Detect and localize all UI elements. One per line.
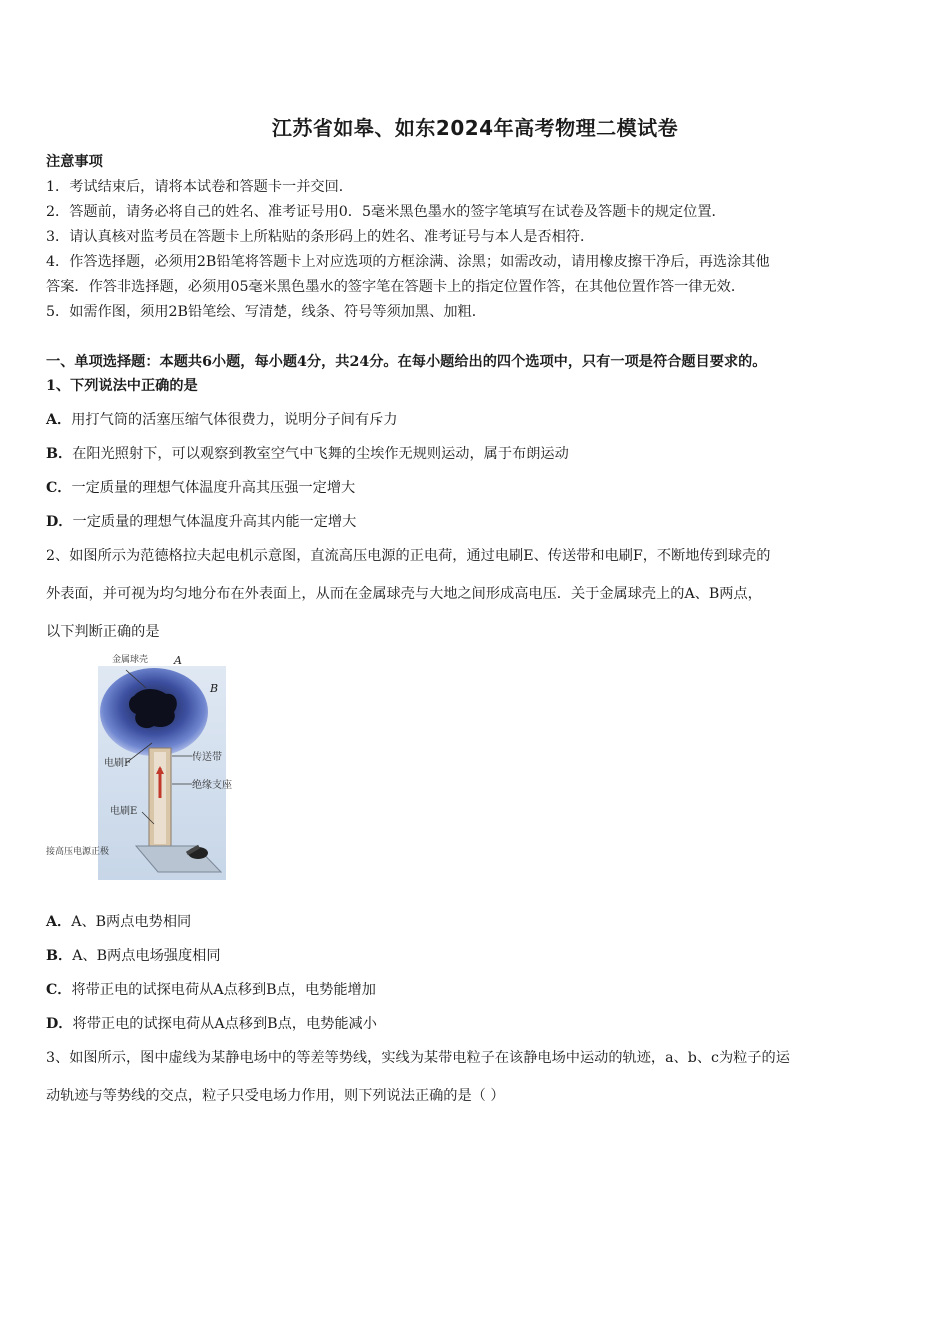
option-key: C． <box>46 982 72 998</box>
option-text: A、B两点电势相同 <box>71 914 192 930</box>
option-text: 一定质量的理想气体温度升高其内能一定增大 <box>72 514 357 530</box>
label-brush-f: 电刷F <box>104 758 131 769</box>
notice-item: 2．答题前，请务必将自己的姓名、准考证号用0．5毫米黑色墨水的签字笔填写在试卷及答题卡的规定位置． <box>46 204 726 220</box>
question-1-option-a <box>46 410 916 430</box>
label-brush-e: 电刷E <box>110 806 138 817</box>
question-3-stem-line: 3、如图所示，图中虚线为某静电场中的等差等势线，实线为某带电粒子在该静电场中运动的轨迹，a、b、c为粒子的运 <box>46 1050 790 1066</box>
option-key: A． <box>46 914 72 930</box>
option-text: A、B两点电场强度相同 <box>72 948 221 964</box>
question-2-stem-line: 以下判断正确的是 <box>46 624 160 640</box>
notice-item: 1．考试结束后，请将本试卷和答题卡一并交回． <box>46 179 353 195</box>
option-key: C． <box>46 480 72 496</box>
notice-item: 5．如需作图，须用2B铅笔绘、写清楚，线条、符号等须加黑、加粗． <box>46 304 486 320</box>
notice-item: 4．作答选择题，必须用2B铅笔将答题卡上对应选项的方框涂满、涂黑；如需改动，请用橡皮擦干净后，再选涂其他 <box>46 254 770 270</box>
notice-heading: 注意事项 <box>46 154 103 170</box>
option-key: D． <box>46 514 73 530</box>
section-heading: 一、单项选择题：本题共6小题，每小题4分，共24分。在每小题给出的四个选项中，只有一项是符合题目要求的。 <box>46 354 767 370</box>
question-2-option-a <box>46 912 916 932</box>
option-key: D． <box>46 1016 73 1032</box>
question-1-stem: 1、下列说法中正确的是 <box>46 378 198 394</box>
van-de-graaff-figure <box>46 648 236 880</box>
question-2-stem-line: 外表面，并可视为均匀地分布在外表面上，从而在金属球壳与大地之间形成高电压．关于金属球壳上的A、B两点， <box>46 586 762 602</box>
question-3-stem-line: 动轨迹与等势线的交点，粒子只受电场力作用，则下列说法正确的是（ ） <box>46 1088 505 1104</box>
notice-item: 3．请认真核对监考员在答题卡上所粘贴的条形码上的姓名、准考证号与本人是否相符． <box>46 229 595 245</box>
notice-item: 答案．作答非选择题，必须用05毫米黑色墨水的签字笔在答题卡上的指定位置作答，在其他位置作答一律无效． <box>46 279 746 295</box>
question-1-option-c <box>46 478 916 498</box>
question-1-option-b <box>46 444 916 464</box>
question-2-option-b <box>46 946 916 966</box>
question-1-option-d <box>46 512 916 532</box>
label-belt: 传送带 <box>192 752 222 763</box>
option-text: 将带正电的试探电荷从A点移到B点，电势能减小 <box>72 1016 377 1032</box>
option-key: A． <box>46 412 72 428</box>
question-2-option-c <box>46 980 916 1000</box>
option-text: 用打气筒的活塞压缩气体很费力，说明分子间有斥力 <box>71 412 398 428</box>
option-text: 将带正电的试探电荷从A点移到B点，电势能增加 <box>71 982 376 998</box>
option-text: 一定质量的理想气体温度升高其压强一定增大 <box>71 480 356 496</box>
label-support: 绝缘支座 <box>192 780 232 791</box>
option-text: 在阳光照射下，可以观察到教室空气中飞舞的尘埃作无规则运动，属于布朗运动 <box>72 446 569 462</box>
page-title: 江苏省如皋、如东2024年高考物理二模试卷 <box>271 116 679 140</box>
label-point-b: B <box>210 682 219 695</box>
option-key: B． <box>46 446 73 462</box>
option-key: B． <box>46 948 73 964</box>
label-shell: 金属球壳 <box>112 655 149 665</box>
question-2-stem-line: 2、如图所示为范德格拉夫起电机示意图，直流高压电源的正电荷，通过电刷E、传送带和电刷F，不断地传到球壳的 <box>46 548 771 564</box>
label-point-a: A <box>174 654 182 667</box>
label-source: 接高压电源正极 <box>46 847 110 857</box>
question-2-option-d <box>46 1014 916 1034</box>
